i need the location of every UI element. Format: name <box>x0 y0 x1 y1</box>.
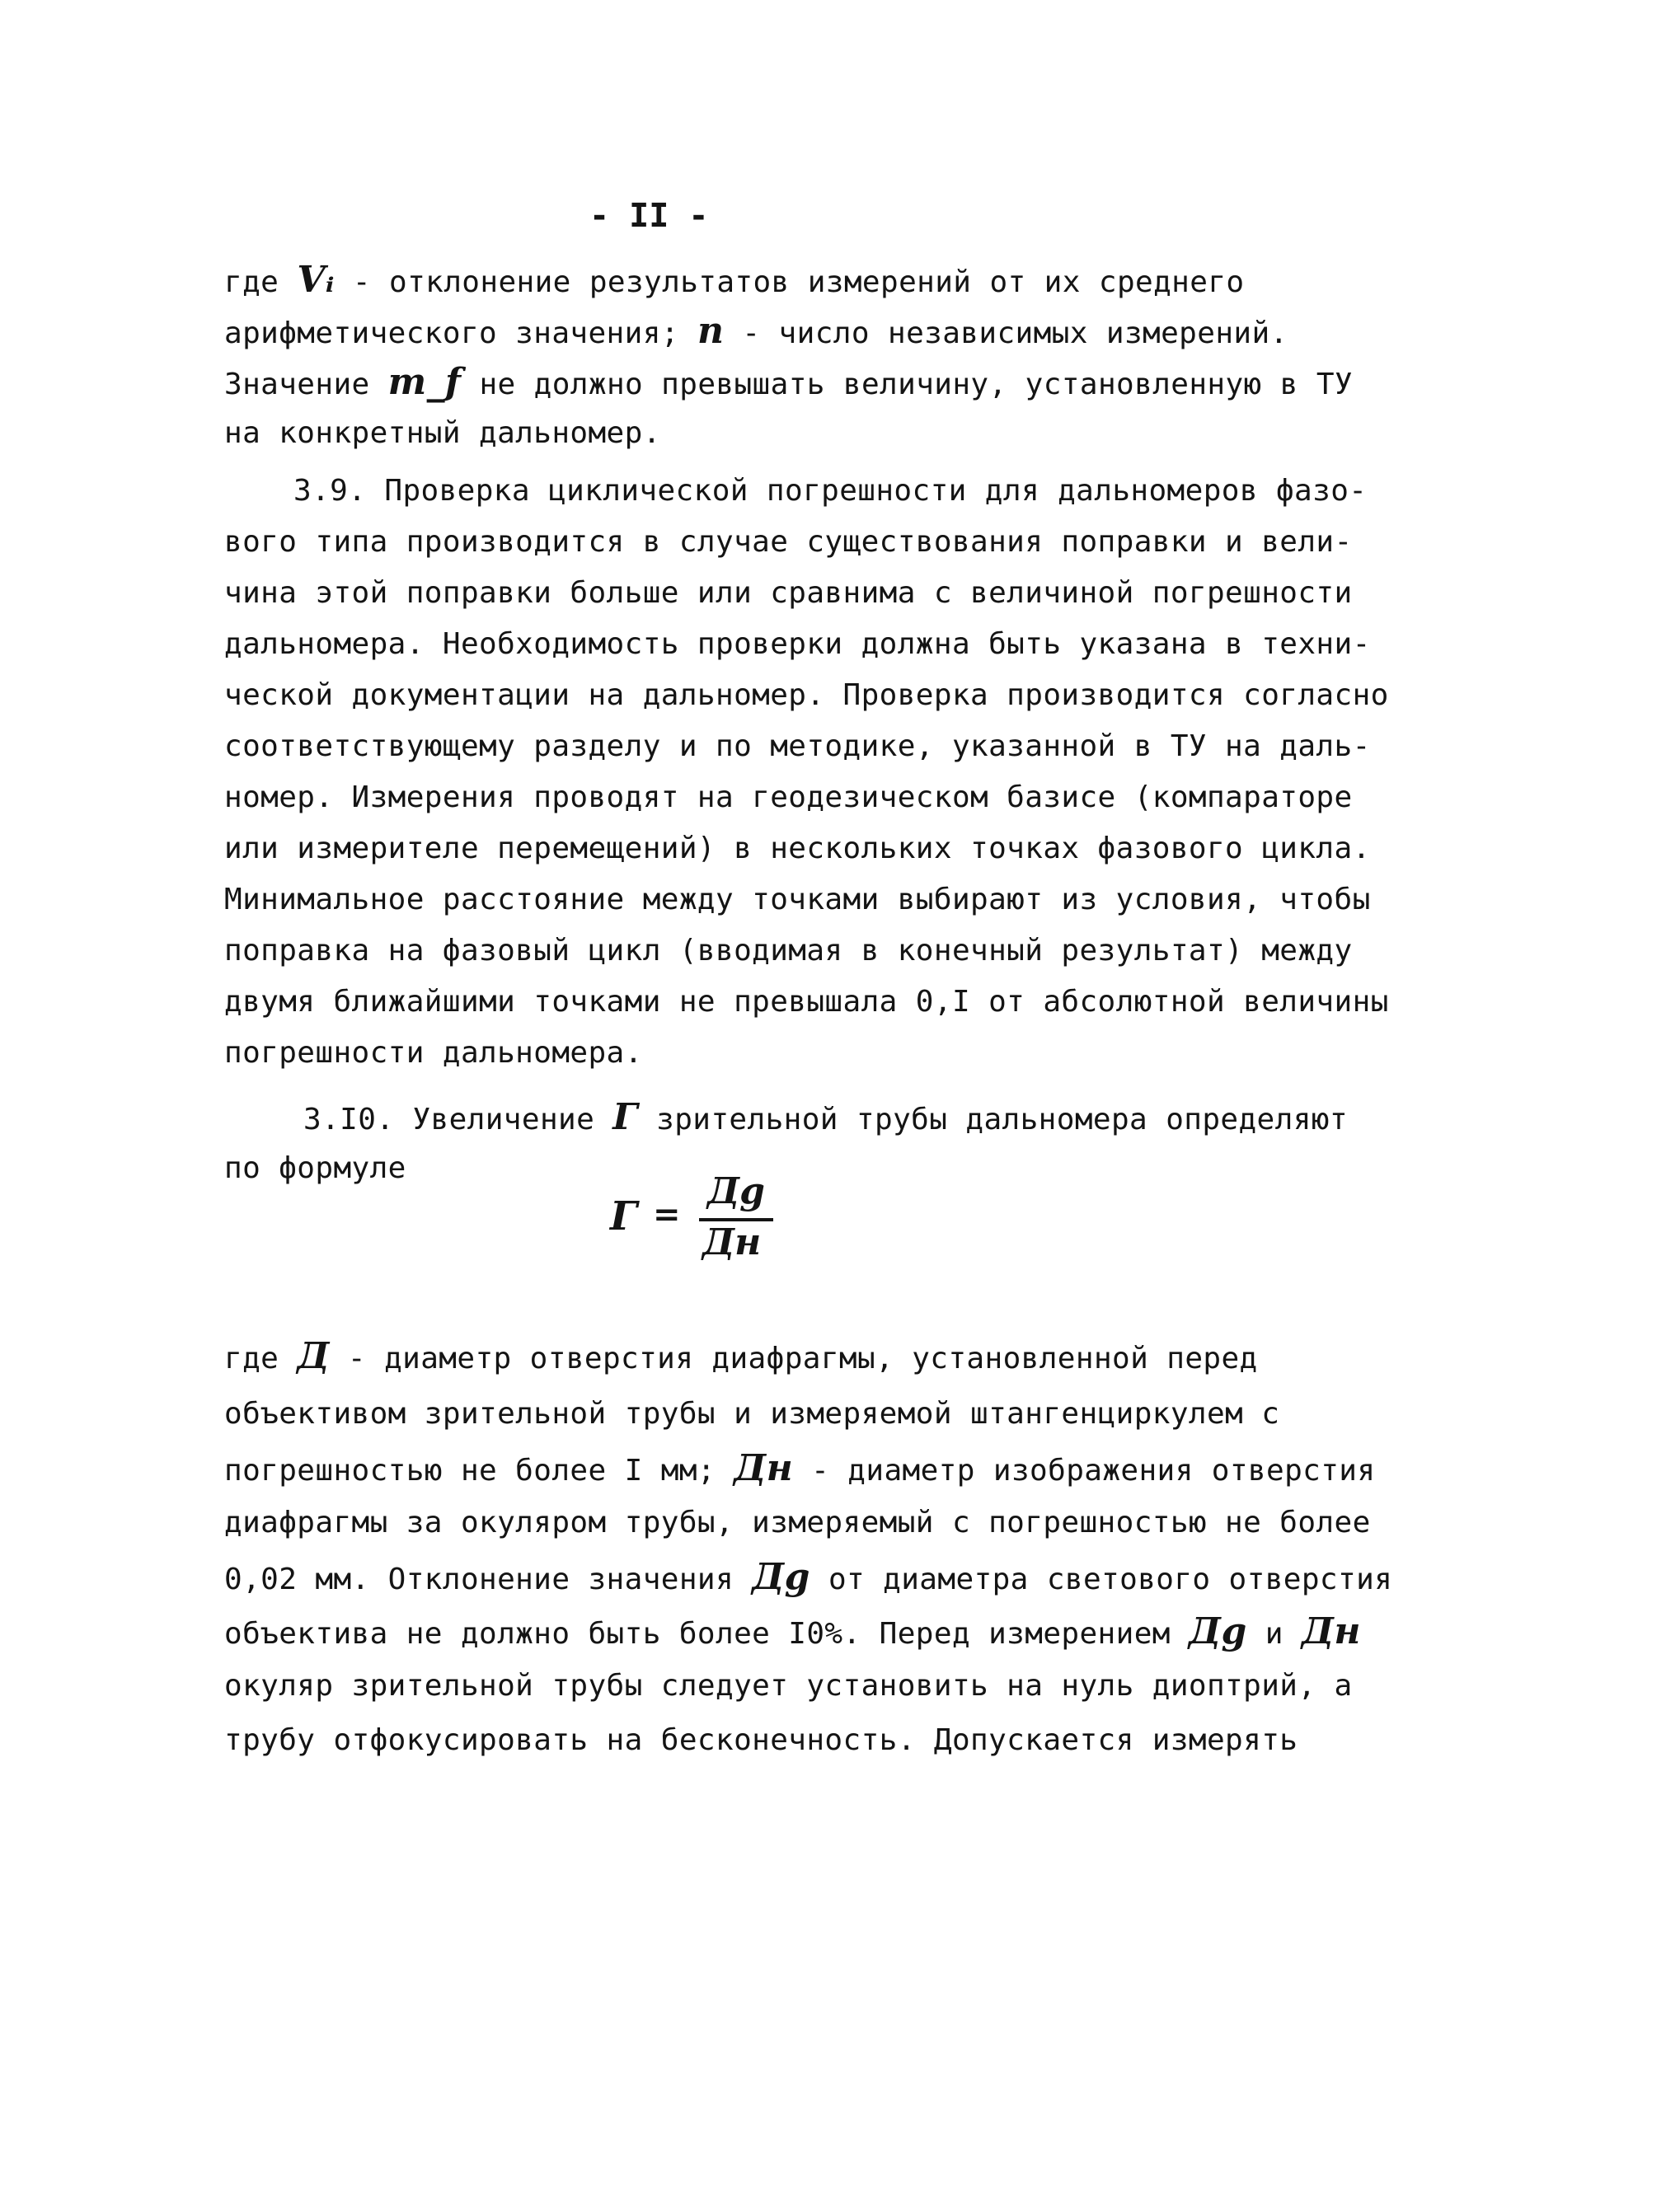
text-segment: и <box>1265 1617 1284 1651</box>
text-line-2 <box>224 307 1288 359</box>
text-line-10: соответствующему разделу и по методике, указанной в ТУ на даль- <box>224 729 1371 763</box>
text-segment: объектива не должно быть более I0%. Перед измерением <box>224 1617 1171 1651</box>
text-line-24 <box>224 1607 1361 1659</box>
formula-equals: = <box>653 1195 681 1234</box>
text-segment: зрительной трубы дальномера определяют <box>656 1103 1348 1136</box>
text-line-9: ческой документации на дальномер. Проверка производится согласно <box>224 678 1389 712</box>
text-line-11: номер. Измерения проводят на геодезическом базисе (компараторе <box>224 780 1353 814</box>
text-line-8: дальномера. Необходимость проверки должна быть указана в техни- <box>224 627 1371 661</box>
text-segment: где <box>224 265 279 299</box>
text-line-26: трубу отфокусировать на бесконечность. Допускается измерять <box>224 1723 1298 1757</box>
text-segment: - число независимых измерений. <box>742 316 1288 350</box>
text-segment: от диаметра светового отверстия <box>828 1563 1393 1596</box>
text-line-3 <box>224 358 1353 410</box>
text-segment: - диаметр отверстия диафрагмы, установленной перед <box>347 1342 1258 1375</box>
text-line-21 <box>224 1444 1375 1496</box>
math-symbol: Дg <box>752 1556 810 1598</box>
text-line-18: по формуле <box>224 1151 406 1185</box>
text-segment: где <box>224 1342 279 1375</box>
formula-numerator: Дg <box>707 1170 765 1212</box>
text-line-6: вого типа производится в случае существования поправки и вели- <box>224 525 1353 559</box>
math-symbol: Дg <box>1188 1610 1247 1652</box>
text-segment: 0,02 мм. Отклонение значения <box>224 1563 734 1596</box>
text-line-12: или измерителе перемещений) в нескольких точках фазового цикла. <box>224 832 1371 865</box>
text-line-15: двумя ближайшими точками не превышала 0,I от абсолютной величины <box>224 985 1389 1019</box>
text-line-1 <box>224 255 1244 307</box>
text-segment: - отклонение результатов измерений от их среднего <box>352 265 1245 299</box>
text-segment: арифметического значения; <box>224 316 679 350</box>
text-segment: не должно превышать величину, установленную в ТУ <box>479 368 1353 401</box>
text-line-5: 3.9. Проверка циклической погрешности для дальномеров фазо- <box>293 474 1368 508</box>
text-line-25: окуляр зрительной трубы следует установить на нуль диоптрий, а <box>224 1669 1353 1703</box>
text-line-17 <box>303 1093 1348 1145</box>
text-line-19 <box>224 1332 1258 1384</box>
text-line-16: погрешности дальномера. <box>224 1036 643 1070</box>
text-segment: - диаметр изображения отверстия <box>811 1454 1376 1488</box>
math-symbol: Vᵢ <box>297 259 335 301</box>
text-line-7: чина этой поправки больше или сравнима с величиной погрешности <box>224 576 1353 610</box>
text-line-20: объективом зрительной трубы и измеряемой штангенциркулем с <box>224 1397 1280 1431</box>
text-line-23 <box>224 1553 1392 1605</box>
text-line-22: диафрагмы за окуляром трубы, измеряемый с погрешностью не более <box>224 1506 1371 1539</box>
text-segment: Значение <box>224 368 370 401</box>
text-line-4: на конкретный дальномер. <box>224 416 661 450</box>
text-line-14: поправка на фазовый цикл (вводимая в конечный результат) между <box>224 934 1353 968</box>
math-symbol: m_f <box>387 361 462 403</box>
math-symbol: Дн <box>1301 1610 1361 1652</box>
math-symbol: Дн <box>734 1447 794 1489</box>
formula-lhs: Г <box>610 1193 638 1240</box>
text-segment: погрешностью не более I мм; <box>224 1454 716 1488</box>
math-symbol: Д <box>297 1335 330 1377</box>
magnification-formula <box>610 1170 791 1269</box>
page-number: - II - <box>589 197 709 235</box>
math-symbol: n <box>697 310 725 352</box>
math-symbol: Г <box>612 1096 639 1138</box>
text-segment: 3.I0. Увеличение <box>303 1103 595 1136</box>
text-line-13: Минимальное расстояние между точками выбирают из условия, чтобы <box>224 883 1371 916</box>
formula-denominator: Дн <box>702 1221 762 1263</box>
